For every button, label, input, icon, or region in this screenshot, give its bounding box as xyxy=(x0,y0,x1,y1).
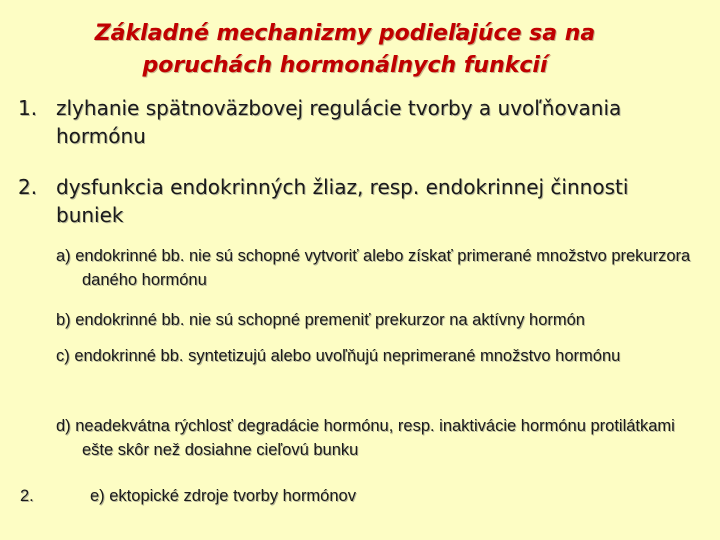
title-line-2: poruchách hormonálnych funkcií xyxy=(142,53,548,78)
subitem-b xyxy=(56,308,706,332)
list-item-text: zlyhanie spätnoväzbovej regulácie tvorby a uvoľňovania hormónu xyxy=(56,96,622,148)
subitem-text: c) endokrinné bb. syntetizujú alebo uvoľňujú neprimerané množstvo hormónu xyxy=(56,347,621,365)
title-line-1: Základné mechanizmy podieľajúce sa na xyxy=(94,21,596,46)
list-item-1 xyxy=(18,94,678,150)
list-item-number: 1. xyxy=(18,96,38,120)
list-item-text: dysfunkcia endokrinných žliaz, resp. endokrinnej činnosti buniek xyxy=(56,175,629,227)
list-item-number: 2. xyxy=(18,175,38,199)
list-item-2 xyxy=(18,173,678,229)
subitem-text: a) endokrinné bb. nie sú schopné vytvoriť alebo získať primerané množstvo prekurzora daného hormónu xyxy=(56,247,691,289)
subitem-a xyxy=(56,244,706,292)
subitem-e: e) ektopické zdroje tvorby hormónov xyxy=(90,487,356,505)
subitem-d xyxy=(56,414,706,462)
subitem-text: b) endokrinné bb. nie sú schopné premeniť prekurzor na aktívny hormón xyxy=(56,311,585,329)
slide-title xyxy=(0,18,690,82)
footer-number: 2. xyxy=(20,487,34,505)
subitem-text: d) neadekvátna rýchlosť degradácie hormónu, resp. inaktivácie hormónu protilátkami ešte skôr než dosiahne cieľovú bunku xyxy=(56,417,675,459)
subitem-c xyxy=(56,344,706,368)
